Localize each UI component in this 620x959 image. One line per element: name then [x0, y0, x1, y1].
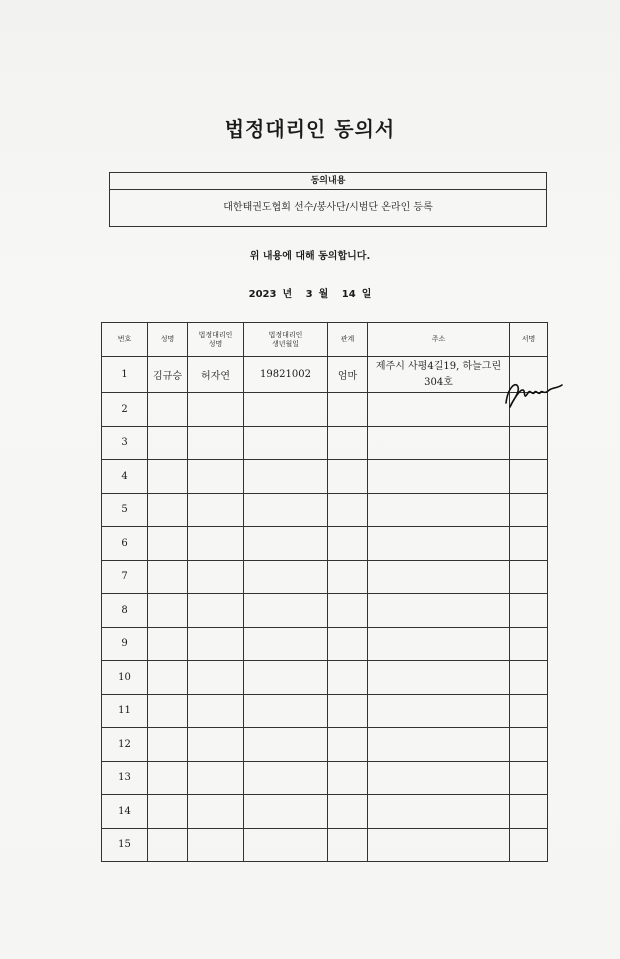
document-title: 법정대리인 동의서	[224, 117, 396, 141]
row-no: 4	[102, 460, 148, 494]
row-relation	[328, 527, 368, 561]
row-signature	[510, 761, 548, 795]
row-address	[368, 661, 510, 695]
row-no: 8	[102, 594, 148, 628]
row-guardian-birth	[244, 527, 328, 561]
row-guardian-birth	[244, 493, 328, 527]
row-no: 12	[102, 728, 148, 762]
agreement-statement: 위 내용에 대해 동의합니다.	[249, 251, 371, 262]
row-relation	[328, 795, 368, 829]
row-signature	[510, 627, 548, 661]
row-guardian-name	[188, 728, 244, 762]
row-guardian-name	[188, 795, 244, 829]
row-guardian-name	[188, 694, 244, 728]
row-name	[148, 527, 188, 561]
row-address	[368, 560, 510, 594]
row-name	[148, 493, 188, 527]
row-signature	[510, 694, 548, 728]
header-address: 주소	[368, 323, 510, 357]
row-signature	[510, 527, 548, 561]
header-name: 성명	[148, 323, 188, 357]
row-signature	[510, 728, 548, 762]
row-guardian-name	[188, 828, 244, 862]
row-guardian-birth	[244, 627, 328, 661]
row-relation: 엄마	[328, 357, 368, 393]
row-no: 13	[102, 761, 148, 795]
row-address	[368, 527, 510, 561]
row-name	[148, 694, 188, 728]
row-no: 1	[102, 357, 148, 393]
row-address	[368, 493, 510, 527]
row-guardian-birth	[244, 761, 328, 795]
row-guardian-name	[188, 627, 244, 661]
row-address	[368, 828, 510, 862]
row-signature	[510, 594, 548, 628]
document-date	[0, 285, 620, 300]
row-signature	[510, 661, 548, 695]
row-name	[148, 761, 188, 795]
row-signature	[510, 426, 548, 460]
table-row	[102, 627, 548, 661]
row-relation	[328, 560, 368, 594]
header-guardian-birth-l2: 생년월일	[271, 339, 300, 348]
row-address	[368, 728, 510, 762]
date-year: 2023	[248, 289, 277, 300]
table-row	[102, 761, 548, 795]
header-guardian-name	[188, 323, 244, 357]
row-guardian-name	[188, 661, 244, 695]
row-name	[148, 460, 188, 494]
consent-text: 대한태권도협회 선수/봉사단/시범단 온라인 등록	[223, 202, 433, 213]
header-guardian-birth	[244, 323, 328, 357]
row-no: 11	[102, 694, 148, 728]
table-row	[102, 393, 548, 427]
row-relation	[328, 460, 368, 494]
header-no: 번호	[102, 323, 148, 357]
table-row	[102, 493, 548, 527]
table-header-row	[102, 323, 548, 357]
row-guardian-name	[188, 460, 244, 494]
date-month-unit: 월	[318, 289, 329, 300]
row-guardian-name	[188, 426, 244, 460]
row-name	[148, 426, 188, 460]
row-address: 제주시 사평4길19, 하늘그린304호	[368, 357, 510, 393]
row-relation	[328, 393, 368, 427]
table-row	[102, 828, 548, 862]
date-day-unit: 일	[361, 289, 372, 300]
row-name	[148, 627, 188, 661]
row-guardian-birth: 19821002	[244, 357, 328, 393]
consent-header: 동의내용	[110, 173, 546, 190]
row-guardian-birth	[244, 728, 328, 762]
row-guardian-birth	[244, 560, 328, 594]
row-no: 5	[102, 493, 148, 527]
row-no: 15	[102, 828, 148, 862]
row-relation	[328, 594, 368, 628]
row-no: 3	[102, 426, 148, 460]
row-address	[368, 627, 510, 661]
row-relation	[328, 828, 368, 862]
row-guardian-birth	[244, 661, 328, 695]
row-relation	[328, 426, 368, 460]
row-name	[148, 560, 188, 594]
row-guardian-birth	[244, 460, 328, 494]
row-address	[368, 795, 510, 829]
row-no: 14	[102, 795, 148, 829]
row-signature	[510, 460, 548, 494]
row-guardian-name	[188, 527, 244, 561]
row-guardian-name	[188, 493, 244, 527]
row-name	[148, 393, 188, 427]
row-name	[148, 661, 188, 695]
row-guardian-birth	[244, 426, 328, 460]
table-row	[102, 795, 548, 829]
row-address	[368, 694, 510, 728]
row-relation	[328, 493, 368, 527]
row-name: 김규승	[148, 357, 188, 393]
row-guardian-name	[188, 594, 244, 628]
row-relation	[328, 661, 368, 695]
table-row	[102, 357, 548, 393]
header-signature: 서명	[510, 323, 548, 357]
header-guardian-name-l2: 성명	[208, 339, 223, 348]
row-guardian-birth	[244, 828, 328, 862]
table-row	[102, 694, 548, 728]
row-relation	[328, 694, 368, 728]
row-no: 7	[102, 560, 148, 594]
row-signature	[510, 828, 548, 862]
row-no: 6	[102, 527, 148, 561]
row-no: 10	[102, 661, 148, 695]
date-day: 14	[341, 289, 356, 300]
table-row	[102, 560, 548, 594]
table-row	[102, 594, 548, 628]
row-address	[368, 460, 510, 494]
row-guardian-name: 허자연	[188, 357, 244, 393]
row-signature	[510, 560, 548, 594]
row-relation	[328, 728, 368, 762]
row-no: 2	[102, 393, 148, 427]
row-signature	[510, 795, 548, 829]
date-month: 3	[305, 289, 313, 300]
row-guardian-birth	[244, 694, 328, 728]
row-guardian-name	[188, 560, 244, 594]
row-guardian-birth	[244, 393, 328, 427]
table-row	[102, 661, 548, 695]
row-name	[148, 728, 188, 762]
header-relation: 관계	[328, 323, 368, 357]
row-guardian-name	[188, 393, 244, 427]
table-row	[102, 728, 548, 762]
table-row	[102, 426, 548, 460]
header-guardian-name-l1: 법정대리인	[198, 330, 233, 339]
row-no: 9	[102, 627, 148, 661]
header-guardian-birth-l1: 법정대리인	[268, 330, 303, 339]
row-signature	[510, 357, 548, 393]
row-guardian-name	[188, 761, 244, 795]
row-name	[148, 594, 188, 628]
guardian-table	[101, 322, 548, 862]
consent-box	[109, 172, 547, 227]
row-address	[368, 594, 510, 628]
row-guardian-birth	[244, 795, 328, 829]
table-row	[102, 460, 548, 494]
row-address	[368, 426, 510, 460]
row-relation	[328, 627, 368, 661]
row-name	[148, 795, 188, 829]
date-year-unit: 년	[282, 289, 293, 300]
handwritten-signature	[502, 373, 566, 409]
row-name	[148, 828, 188, 862]
row-signature	[510, 493, 548, 527]
row-address	[368, 761, 510, 795]
row-guardian-birth	[244, 594, 328, 628]
row-relation	[328, 761, 368, 795]
row-address	[368, 393, 510, 427]
table-row	[102, 527, 548, 561]
